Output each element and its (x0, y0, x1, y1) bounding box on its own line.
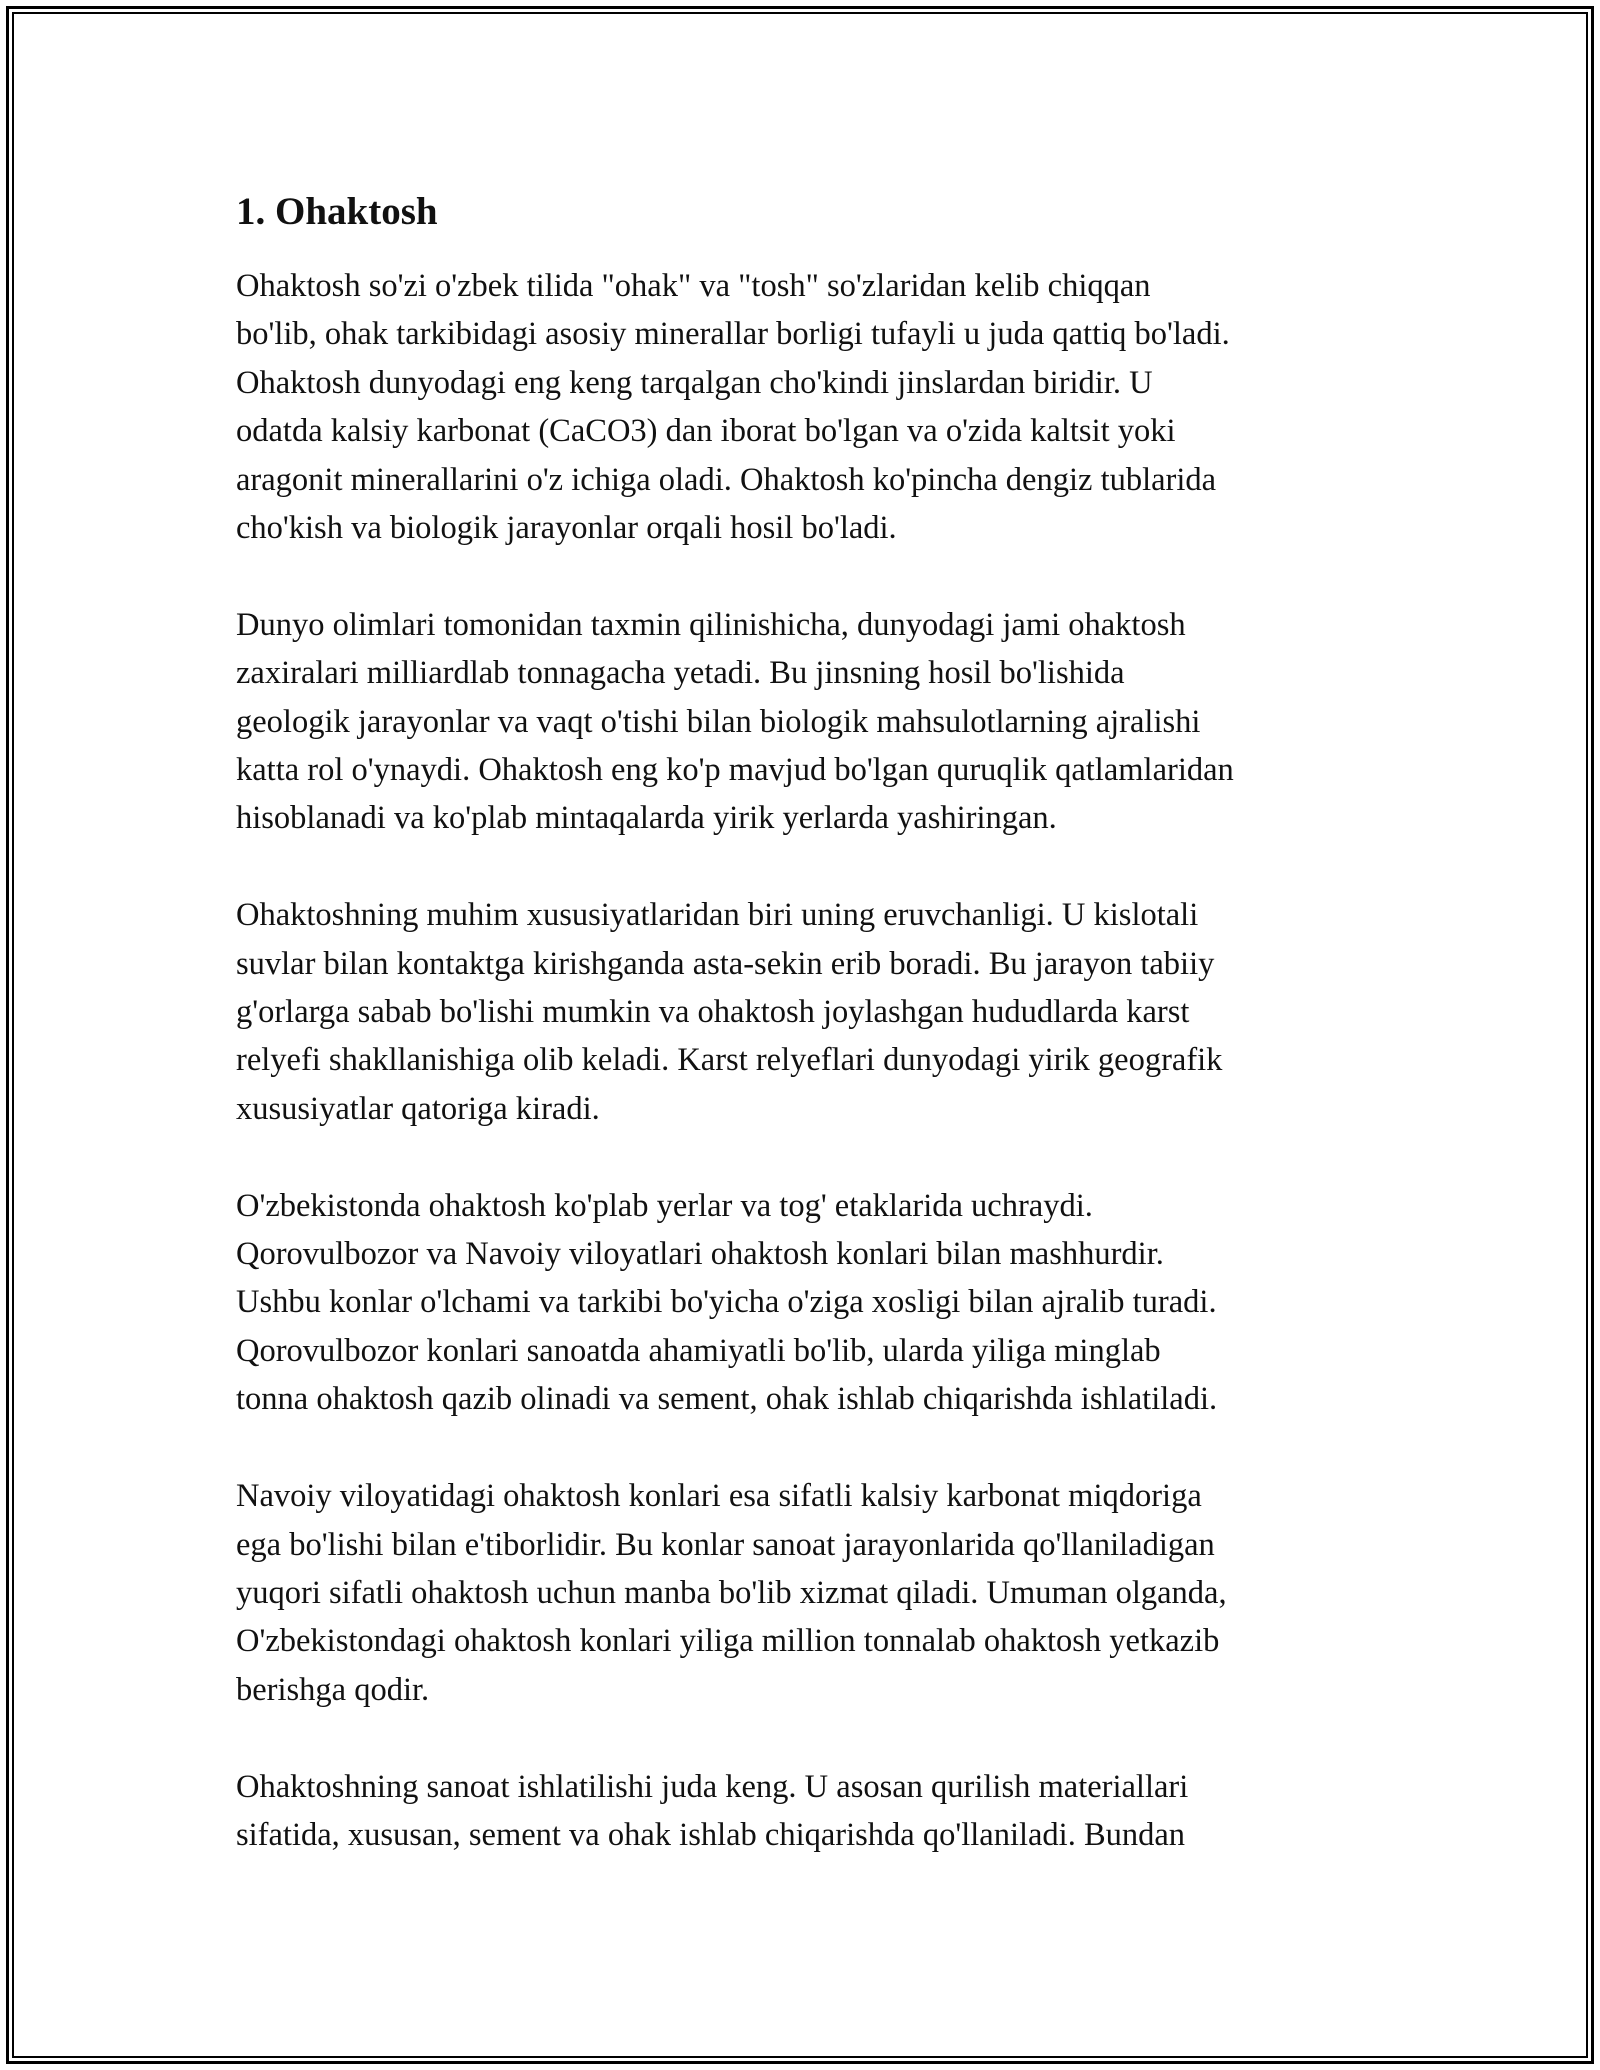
text-line: aragonit minerallarini o'z ichiga oladi. Ohaktosh ko'pincha dengiz tublarida (236, 461, 1217, 498)
paragraph-4 (236, 1182, 1366, 1424)
text-line: Qorovulbozor konlari sanoatda ahamiyatli bo'lib, ularda yiliga minglab (236, 1332, 1161, 1369)
paragraph-6 (236, 1763, 1366, 1860)
text-line: zaxiralari milliardlab tonnagacha yetadi. Bu jinsning hosil bo'lishida (236, 655, 1125, 692)
text-line: Ohaktosh so'zi o'zbek tilida "ohak" va "tosh" so'zlaridan kelib chiqqan (236, 268, 1151, 304)
text-line: bo'lib, ohak tarkibidagi asosiy minerallar borligi tufayli u juda qattiq bo'ladi. (236, 316, 1230, 353)
paragraph-1 (236, 262, 1366, 552)
text-line: Ohaktoshning sanoat ishlatilishi juda keng. U asosan qurilish materiallari (236, 1768, 1189, 1805)
text-line: Ushbu konlar o'lchami va tarkibi bo'yicha o'ziga xosligi bilan ajralib turadi. (236, 1284, 1217, 1321)
text-line: Qorovulbozor va Navoiy viloyatlari ohaktosh konlari bilan mashhurdir. (236, 1236, 1164, 1273)
document-body (236, 186, 1366, 1908)
text-line: O'zbekistonda ohaktosh ko'plab yerlar va tog' etaklarida uchraydi. (236, 1187, 1093, 1224)
text-line: hisoblanadi va ko'plab mintaqalarda yirik yerlarda yashiringan. (236, 800, 1057, 837)
text-line: Navoiy viloyatidagi ohaktosh konlari esa sifatli kalsiy karbonat miqdoriga (236, 1478, 1202, 1515)
text-line: relyefi shakllanishiga olib keladi. Karst relyeflari dunyodagi yirik geografik (236, 1042, 1223, 1079)
text-line: Ohaktosh dunyodagi eng keng tarqalgan cho'kindi jinslardan biridir. U (236, 364, 1153, 401)
paragraph-3 (236, 891, 1366, 1133)
text-line: yuqori sifatli ohaktosh uchun manba bo'lib xizmat qiladi. Umuman olganda, (236, 1574, 1227, 1611)
text-line: geologik jarayonlar va vaqt o'tishi bilan biologik mahsulotlarning ajralishi (236, 703, 1201, 740)
paragraph-2 (236, 601, 1366, 843)
text-line: Ohaktoshning muhim xususiyatlaridan biri uning eruvchanligi. U kislotali (236, 897, 1199, 934)
text-line: cho'kish va biologik jarayonlar orqali hosil bo'ladi. (236, 510, 897, 547)
text-line: tonna ohaktosh qazib olinadi va sement, ohak ishlab chiqarishda ishlatiladi. (236, 1381, 1218, 1418)
text-line: katta rol o'ynaydi. Ohaktosh eng ko'p mavjud bo'lgan quruqlik qatlamlaridan (236, 752, 1234, 789)
text-line: odatda kalsiy karbonat (CaCO3) dan iborat bo'lgan va o'zida kaltsit yoki (236, 413, 1176, 450)
text-line: Dunyo olimlari tomonidan taxmin qilinishicha, dunyodagi jami ohaktosh (236, 606, 1186, 643)
text-line: g'orlarga sabab bo'lishi mumkin va ohaktosh joylashgan hududlarda karst (236, 994, 1190, 1031)
page-title: 1. Ohaktosh (236, 190, 438, 233)
text-line: sifatida, xususan, sement va ohak ishlab chiqarishda qo'llaniladi. Bundan (236, 1816, 1186, 1853)
text-line: ega bo'lishi bilan e'tiborlidir. Bu konlar sanoat jarayonlarida qo'llaniladigan (236, 1526, 1215, 1563)
text-line: berishga qodir. (236, 1671, 430, 1708)
text-line: suvlar bilan kontaktga kirishganda asta-sekin erib boradi. Bu jarayon tabiiy (236, 945, 1215, 982)
text-line: O'zbekistondagi ohaktosh konlari yiliga million tonnalab ohaktosh yetkazib (236, 1623, 1220, 1660)
text-line: xususiyatlar qatoriga kiradi. (236, 1090, 600, 1127)
paragraph-5 (236, 1472, 1366, 1714)
paragraph-container (236, 262, 1366, 1859)
